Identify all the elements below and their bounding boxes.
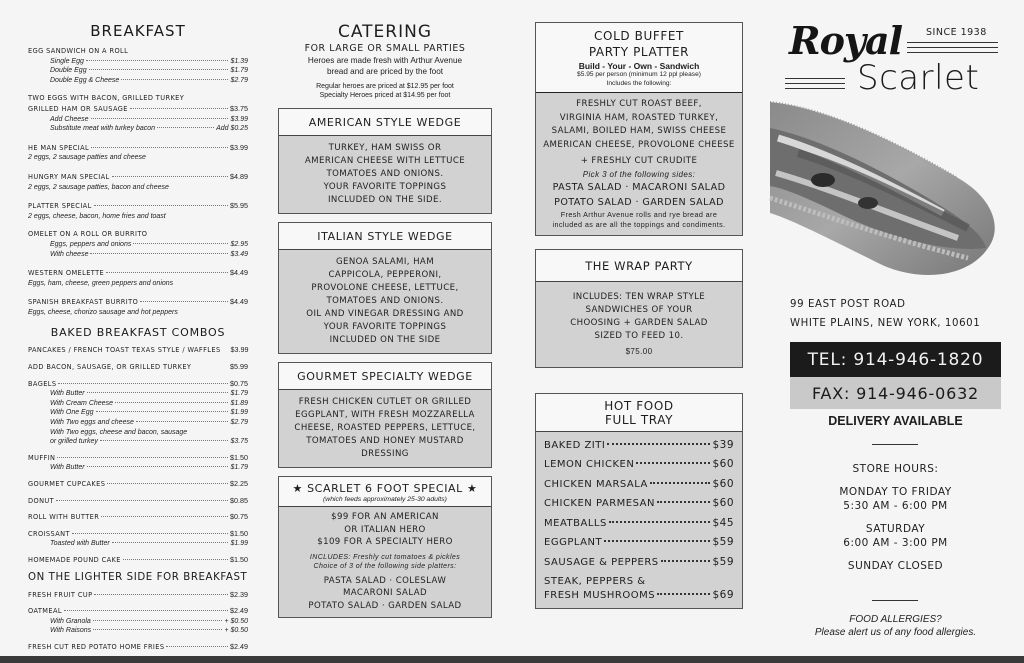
body-line: AMERICAN CHEESE, PROVOLONE CHEESE (543, 139, 735, 150)
price-line: Regular heroes are priced at $12.95 per foot (316, 83, 454, 90)
option-name: Double Egg (50, 67, 87, 75)
item-price: $2.49 (230, 606, 248, 616)
includes-line: Choice of 3 of the following side platters: (313, 563, 457, 570)
box-body (536, 93, 742, 235)
allergy-note: Please alert us of any food allergies. (814, 627, 977, 638)
item-option (28, 124, 248, 134)
tray-title: FULL TRAY (604, 412, 674, 427)
star-icon: ★ (467, 482, 478, 495)
body-line: GENOA SALAMI, HAM (335, 257, 435, 267)
tray-item-name: CHICKEN PARMESAN (544, 498, 655, 509)
menu-item-omelet-roll (28, 230, 248, 259)
gourmet-wedge-box (278, 362, 492, 468)
menu-item-pancakes (28, 345, 248, 356)
body-line: CHEESE, ROASTED PEPPERS, LETTUCE, (294, 423, 476, 433)
dot-leader (115, 402, 229, 403)
buffet-title: COLD BUFFET (594, 29, 684, 43)
menu-item-donut (28, 496, 248, 507)
item-description: Eggs, ham, cheese, green peppers and onions (28, 279, 174, 287)
dot-leader (94, 594, 228, 595)
menu-item-add-meat (28, 362, 248, 373)
dot-leader (94, 205, 228, 206)
body-line: PROVOLONE CHEESE, LETTUCE, (311, 283, 459, 293)
dot-leader (100, 440, 229, 441)
item-name: FRESH FRUIT CUP (28, 590, 93, 599)
option-name: With Raisons (50, 627, 92, 635)
body-line: INCLUDED ON THE SIDE. (328, 195, 442, 205)
address (790, 295, 980, 333)
tray-item (544, 553, 734, 573)
dot-leader (661, 560, 711, 562)
dot-leader (96, 411, 229, 412)
option-name: With One Egg (50, 409, 94, 417)
dot-leader (136, 421, 229, 422)
cold-buffet-box (535, 22, 743, 236)
item-name: OMELET ON A ROLL OR BURRITO (28, 230, 148, 239)
item-name: HE MAN SPECIAL (28, 143, 90, 152)
tray-item-name: LEMON CHICKEN (544, 459, 635, 470)
page-edge (0, 656, 1024, 663)
menu-item-spanish (28, 297, 248, 317)
dot-leader (86, 60, 229, 61)
buffet-price: $5.95 per person (minimum 12 ppl please) (577, 71, 701, 78)
price-line: $99 FOR AN AMERICAN (331, 512, 439, 522)
dot-leader (112, 176, 228, 177)
tray-item-name: BAKED ZITI (544, 439, 606, 451)
dot-leader (93, 620, 223, 621)
box-title: THE WRAP PARTY (536, 250, 742, 282)
item-price: $1.50 (230, 554, 248, 564)
menu-item-hungry-man (28, 172, 248, 192)
store-hours (790, 462, 1001, 573)
item-name: GOURMET CUPCAKES (28, 480, 106, 488)
body-line: CAPPICOLA, PEPPERONI, (328, 270, 442, 280)
address-line: WHITE PLAINS, NEW YORK, 10601 (790, 318, 981, 329)
option-name: With Butter (50, 390, 85, 398)
item-name: TWO EGGS WITH BACON, GRILLED TURKEY (28, 94, 185, 103)
dot-leader (90, 253, 228, 254)
option-price: $3.99 (230, 115, 248, 123)
special-title: SCARLET 6 FOOT SPECIAL (307, 482, 463, 495)
body-line: TOMATOES AND ONIONS. (326, 169, 444, 179)
item-name: EGG SANDWICH ON A ROLL (28, 47, 129, 55)
sandwich-image (768, 98, 1000, 283)
item-option (28, 76, 248, 86)
option-price: $3.75 (230, 438, 248, 446)
option-price: $1.39 (230, 57, 248, 65)
option-price: Add $0.25 (216, 125, 248, 133)
tray-item-name: MEATBALLS (544, 517, 607, 529)
dot-leader (112, 542, 229, 543)
decorative-lines (785, 78, 845, 90)
tray-item (544, 514, 734, 534)
option-name: With Granola (50, 617, 91, 625)
dot-leader (166, 646, 228, 647)
dot-leader (650, 482, 711, 484)
body-line: + FRESHLY CUT CRUDITE (580, 156, 698, 166)
delivery-available: DELIVERY AVAILABLE (828, 414, 963, 428)
item-name: HOMEMADE POUND CAKE (28, 555, 121, 564)
catering-subtitle: FOR LARGE OR SMALL PARTIES (304, 43, 466, 54)
body-line: TURKEY, HAM SWISS OR (328, 143, 442, 153)
body-line: SANDWICHES OF YOUR (585, 304, 693, 315)
logo-script: Royal (789, 18, 903, 63)
option-price: + $0.50 (224, 627, 248, 635)
baked-combos-title: BAKED BREAKFAST COMBOS (50, 326, 226, 340)
body-line: TOMATOES AND ONIONS. (326, 296, 444, 306)
price-line: Specialty Heroes priced at $14.95 per foot (319, 92, 451, 99)
item-name: PANCAKES / FRENCH TOAST TEXAS STYLE / WAFFLES (28, 346, 221, 355)
address-line: 99 EAST POST ROAD (790, 299, 906, 310)
includes-line: INCLUDES: Freshly cut tomatoes & pickles (309, 553, 461, 561)
option-price: $2.79 (230, 76, 248, 84)
dot-leader (93, 629, 222, 630)
hours-time: 6:00 AM - 3:00 PM (843, 537, 948, 549)
dot-leader (89, 69, 229, 70)
tray-item-price: $45 (712, 516, 734, 529)
item-name: ADD BACON, SAUSAGE, OR GRILLED TURKEY (28, 363, 192, 372)
menu-item-platter (28, 201, 248, 221)
side-line: MACARONI SALAD (342, 588, 428, 598)
body-line: TOMATOES AND HONEY MUSTARD (306, 436, 464, 446)
divider (872, 444, 918, 445)
item-name: PLATTER SPECIAL (28, 202, 92, 211)
box-body (279, 390, 491, 467)
dot-leader (607, 443, 710, 445)
dot-leader (87, 392, 229, 393)
hours-day: MONDAY TO FRIDAY (839, 486, 952, 498)
tray-item-name: FRESH MUSHROOMS (544, 590, 656, 601)
logo-main: Scarlet (857, 58, 980, 98)
option-name: With Two eggs, cheese and bacon, sausage (50, 428, 188, 436)
dot-leader (91, 118, 229, 119)
body-line: Pick 3 of the following sides: (582, 169, 696, 179)
item-name: ROLL WITH BUTTER (28, 513, 100, 522)
royal-scarlet-logo (785, 18, 1010, 98)
dot-leader (157, 127, 214, 128)
note-line: Heroes are made fresh with Arthur Avenue (307, 56, 463, 65)
tray-item-name: EGGPLANT (544, 537, 603, 548)
dot-leader (56, 500, 228, 501)
item-price: $3.75 (230, 103, 248, 113)
item-name: HUNGRY MAN SPECIAL (28, 172, 110, 181)
catering-panel (278, 0, 492, 656)
item-price: $0.75 (230, 512, 248, 522)
body-line: INCLUDED ON THE SIDE (329, 335, 441, 345)
tray-item-price: $39 (712, 438, 734, 451)
option-price: $1.89 (230, 399, 248, 407)
option-name: Eggs, peppers and onions (50, 240, 132, 248)
box-title (536, 394, 742, 432)
body-line: VIRGINIA HAM, ROASTED TURKEY, (559, 112, 719, 123)
box-title: ITALIAN STYLE WEDGE (279, 223, 491, 250)
tray-item-price: $60 (712, 497, 734, 509)
box-title: GOURMET SPECIALTY WEDGE (279, 363, 491, 390)
menu-item-two-eggs (28, 94, 248, 133)
tray-item-price: $59 (712, 555, 734, 568)
item-price: $2.39 (230, 589, 248, 599)
tray-item (544, 494, 734, 514)
since-label: SINCE 1938 (926, 27, 987, 38)
catering-title: CATERING (337, 22, 433, 42)
item-name: FRESH CUT RED POTATO HOME FRIES (28, 642, 165, 651)
tray-item-name: STEAK, PEPPERS & (544, 576, 646, 587)
menu-item-croissant (28, 529, 248, 549)
tray-item (544, 436, 734, 456)
star-icon: ★ (292, 482, 303, 495)
catering-note (278, 56, 492, 77)
item-name: MUFFIN (28, 453, 56, 462)
dot-leader (657, 593, 710, 595)
item-price: $0.85 (230, 495, 248, 505)
tray-item (544, 475, 734, 495)
dot-leader (130, 108, 228, 109)
item-price: $2.49 (230, 641, 248, 651)
body-line: AMERICAN CHEESE WITH LETTUCE (304, 156, 466, 166)
hours-title: STORE HOURS: (852, 463, 939, 475)
dot-leader (657, 501, 711, 503)
box-title (536, 23, 742, 93)
body-line: DRESSING (361, 449, 409, 459)
option-name: With cheese (50, 250, 89, 258)
food-allergy-notice (780, 613, 1011, 639)
option-price: $1.79 (230, 67, 248, 75)
item-description: 2 eggs, 2 sausage patties and cheese (28, 154, 146, 162)
tray-item-name: SAUSAGE & PEPPERS (544, 556, 659, 568)
menu-item-home-fries (28, 642, 248, 653)
body-line: Fresh Arthur Avenue rolls and rye bread are (560, 209, 718, 219)
dot-leader (107, 483, 228, 484)
dot-leader (140, 301, 228, 302)
tray-item (544, 455, 734, 475)
lighter-side-title: ON THE LIGHTER SIDE FOR BREAKFAST (28, 571, 248, 583)
dot-leader (72, 533, 228, 534)
dot-leader (604, 540, 710, 542)
american-wedge-box (278, 108, 492, 214)
dot-leader (64, 610, 228, 611)
buffet-includes: Includes the following: (606, 79, 672, 87)
item-name: SPANISH BREAKFAST BURRITO (28, 298, 139, 307)
item-price: $4.49 (230, 268, 248, 278)
platters-panel (535, 0, 743, 656)
menu-item-fruit-cup (28, 590, 248, 601)
dot-leader (57, 457, 228, 458)
box-title (279, 477, 491, 507)
body-line: CHOOSING + GARDEN SALAD (570, 317, 708, 328)
price-line: OR ITALIAN HERO (344, 524, 426, 535)
item-price: $2.25 (230, 479, 248, 488)
menu-item-bagels (28, 379, 248, 447)
wrap-price: $75.00 (625, 346, 653, 356)
option-price: $1.99 (230, 540, 248, 548)
hours-day: SATURDAY (865, 523, 926, 535)
option-name: With Butter (50, 464, 85, 472)
menu-item-egg-sandwich (28, 47, 248, 85)
dot-leader (101, 516, 228, 517)
catering-pricing (278, 82, 492, 100)
brand-panel (765, 0, 1024, 656)
item-name: BAGELS (28, 379, 57, 388)
tray-item (544, 533, 734, 553)
tray-item-price: $59 (712, 536, 734, 548)
side-line: POTATO SALAD · GARDEN SALAD (554, 196, 724, 208)
body-line: FRESH CHICKEN CUTLET OR GRILLED (298, 397, 472, 407)
hours-time: 5:30 AM - 6:00 PM (843, 500, 948, 512)
dot-leader (91, 147, 228, 148)
item-price: $1.50 (230, 528, 248, 538)
tray-title: HOT FOOD (604, 398, 674, 413)
body-line: EGGPLANT, WITH FRESH MOZZARELLA (295, 410, 475, 420)
side-line: POTATO SALAD · GARDEN SALAD (308, 600, 462, 611)
buffet-subtitle: Build - Your - Own - Sandwich (578, 61, 700, 71)
dot-leader (609, 521, 711, 523)
box-title: AMERICAN STYLE WEDGE (279, 109, 491, 136)
item-option (28, 66, 248, 76)
option-price: $2.79 (230, 419, 248, 427)
side-line: PASTA SALAD · COLESLAW (323, 575, 447, 586)
option-price: $1.99 (230, 409, 248, 417)
option-price: $1.79 (230, 464, 248, 472)
buffet-title: PARTY PLATTER (588, 45, 690, 59)
item-name: WESTERN OMELETTE (28, 269, 105, 278)
six-foot-special-box (278, 476, 492, 618)
price-line: $109 FOR A SPECIALTY HERO (317, 537, 453, 547)
option-name: Double Egg & Cheese (50, 76, 120, 84)
menu-item-pound-cake (28, 555, 248, 566)
body-line: included as are all the toppings and condiments. (552, 219, 726, 229)
box-body (279, 136, 491, 213)
item-price: $1.50 (230, 452, 248, 462)
option-price: $1.79 (230, 390, 248, 398)
dot-leader (106, 272, 228, 273)
body-line: FRESHLY CUT ROAST BEEF, (576, 99, 702, 109)
option-name: With Two eggs and cheese (50, 419, 134, 427)
item-description: 2 eggs, 2 sausage patties, bacon and cheese (28, 183, 169, 191)
item-name: DONUT (28, 496, 55, 505)
item-name: CROISSANT (28, 529, 70, 538)
option-price: + $0.50 (224, 617, 248, 625)
option-name: Single Egg (50, 57, 84, 65)
body-line: SALAMI, BOILED HAM, SWISS CHEESE (551, 126, 727, 136)
side-line: PASTA SALAD · MACARONI SALAD (552, 181, 726, 193)
item-price: $4.49 (230, 297, 248, 307)
breakfast-panel (28, 0, 248, 656)
allergy-title: FOOD ALLERGIES? (849, 614, 942, 625)
option-price: $2.95 (230, 240, 248, 248)
option-name: Add Cheese (50, 115, 89, 123)
menu-item-muffin (28, 453, 248, 473)
tray-item (544, 588, 734, 603)
item-description: Eggs, cheese, chorizo sausage and hot peppers (28, 308, 178, 316)
telephone-number[interactable]: TEL: 914-946-1820 (790, 342, 1001, 377)
italian-wedge-box (278, 222, 492, 354)
body-line: YOUR FAVORITE TOPPINGS (323, 322, 447, 332)
item-price: $5.99 (230, 362, 248, 372)
body-line: SIZED TO FEED 10. (594, 330, 684, 341)
item-price: $3.99 (230, 345, 249, 355)
menu-item-roll-butter (28, 512, 248, 523)
hours-day: SUNDAY CLOSED (847, 560, 944, 572)
dot-leader (58, 383, 228, 384)
box-body (536, 282, 742, 367)
option-name: Substitute meat with turkey bacon (50, 125, 156, 133)
body-line: INCLUDES: TEN WRAP STYLE (572, 291, 706, 302)
item-price: $3.99 (230, 142, 248, 152)
item-option (28, 57, 248, 67)
menu-item-he-man (28, 143, 248, 163)
decorative-lines (907, 42, 998, 54)
tray-item-price: $60 (712, 477, 734, 490)
option-name: Toasted with Butter (50, 540, 110, 548)
dot-leader (636, 462, 710, 464)
note-line: bread and are priced by the foot (326, 66, 444, 76)
tray-item-price: $69 (712, 589, 734, 601)
item-price: $4.89 (230, 171, 248, 181)
hot-food-box (535, 393, 743, 610)
dot-leader (121, 79, 228, 80)
special-feeds: (which feeds approximately 25-30 adults) (323, 496, 447, 503)
item-price: $0.75 (230, 378, 248, 388)
body-line: YOUR FAVORITE TOPPINGS (323, 182, 447, 192)
dot-leader (87, 466, 229, 467)
item-price: $5.95 (230, 201, 248, 211)
option-name: With Cream Cheese (50, 399, 113, 407)
item-name: GRILLED HAM OR SAUSAGE (28, 104, 128, 113)
box-body (279, 507, 491, 617)
tray-item-name: CHICKEN MARSALA (544, 478, 648, 490)
tray-item-price: $60 (712, 458, 734, 470)
body-line: OIL AND VINEGAR DRESSING AND (306, 309, 464, 319)
item-row (28, 104, 248, 115)
item-description: 2 eggs, cheese, bacon, home fries and toast (28, 212, 166, 220)
item-option (28, 115, 248, 125)
option-name: or grilled turkey (50, 438, 98, 446)
menu-item-cupcakes (28, 479, 248, 490)
wrap-party-box (535, 249, 743, 368)
item-name: OATMEAL (28, 607, 62, 616)
box-body (279, 250, 491, 353)
dot-leader (123, 559, 228, 560)
box-body (536, 432, 742, 609)
dot-leader (133, 243, 228, 244)
divider (872, 600, 918, 601)
fax-number: FAX: 914-946-0632 (790, 377, 1001, 409)
option-price: $3.49 (230, 250, 248, 258)
breakfast-title: BREAKFAST (90, 22, 186, 40)
menu-item-western (28, 268, 248, 288)
menu-item-oatmeal (28, 606, 248, 636)
